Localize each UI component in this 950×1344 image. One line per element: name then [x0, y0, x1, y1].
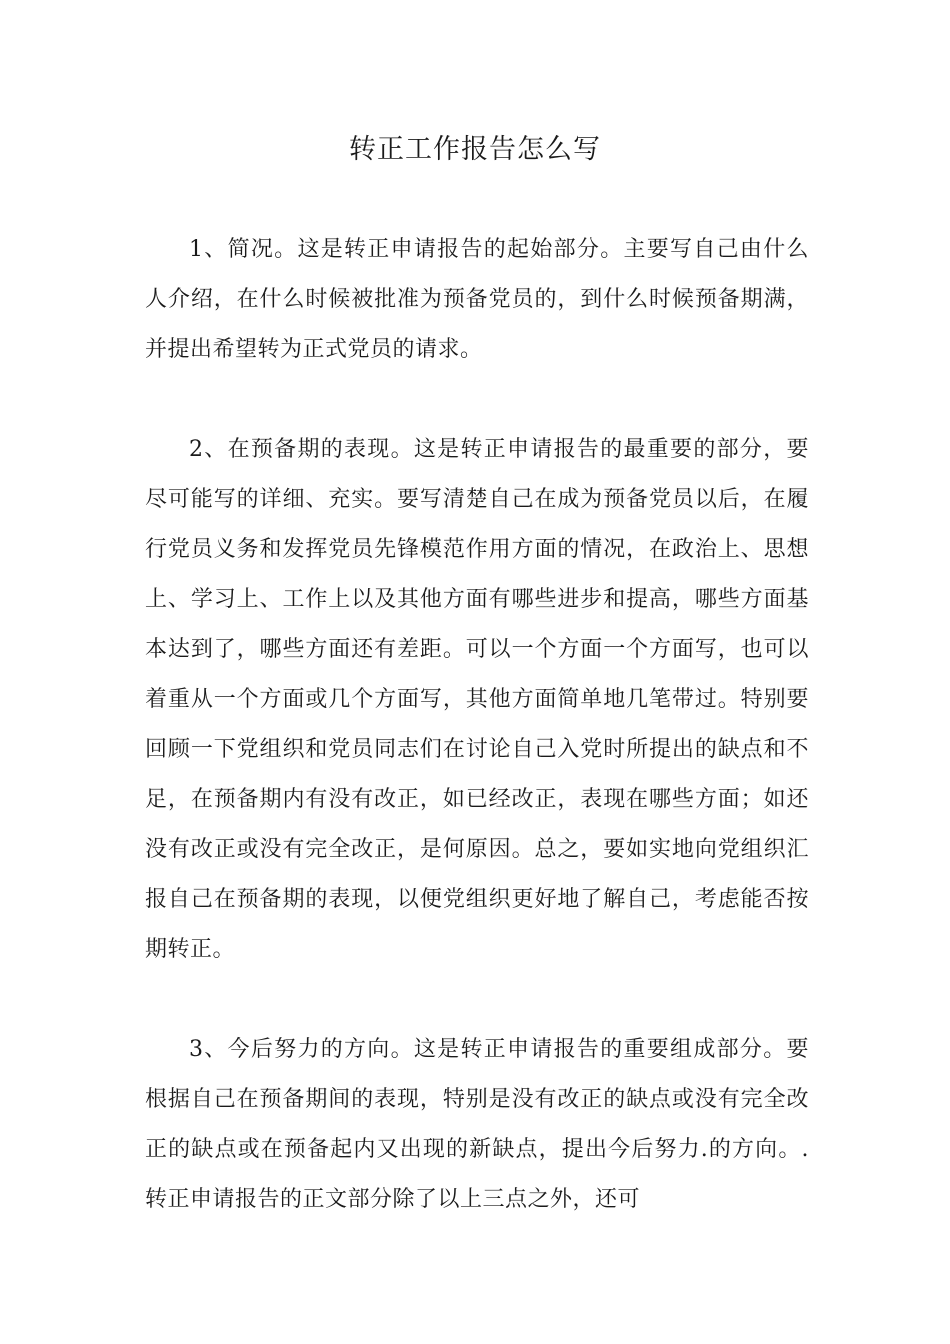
paragraph-2: 2、在预备期的表现。这是转正申请报告的最重要的部分，要尽可能写的详细、充实。要写清楚自己在成为预备党员以后，在履行党员义务和发挥党员先锋模范作用方面的情况，在政治上、思想上、学习上、工作上以及其他方面有哪些进步和提高，哪些方面基本达到了，哪些方面还有差距。可以一个方面一个方面写，也可以着重从一个方面或几个方面写，其他方面简单地几笔带过。特别要回顾一下党组织和党员同志们在讨论自己入党时所提出的缺点和不足，在预备期内有没有改正，如已经改正，表现在哪些方面；如还没有改正或没有完全改正，是何原因。总之，要如实地向党组织汇报自己在预备期的表现，以便党组织更好地了解自己，考虑能否按期转正。 [145, 437, 809, 962]
document-title: 转正工作报告怎么写 [349, 134, 601, 165]
paragraph-1: 1、简况。这是转正申请报告的起始部分。主要写自己由什么人介绍，在什么时候被批准为预备党员的，到什么时候预备期满，并提出希望转为正式党员的请求。 [145, 237, 809, 362]
paragraph-3: 3、今后努力的方向。这是转正申请报告的重要组成部分。要根据自己在预备期间的表现，特别是没有改正的缺点或没有完全改正的缺点或在预备起内又出现的新缺点，提出今后努力.的方向。. 转正申请报告的正文部分除了以上三点之外，还可 [145, 1037, 809, 1212]
